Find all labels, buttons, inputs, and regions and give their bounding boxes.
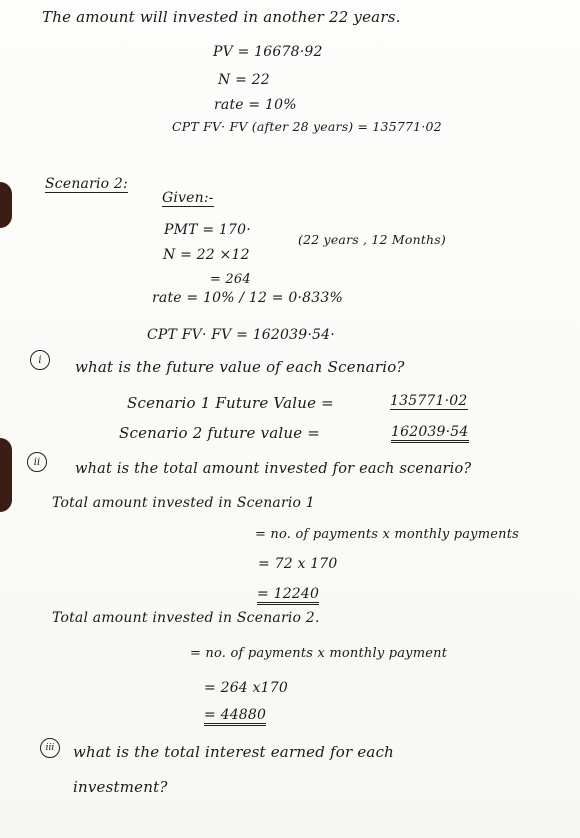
finger-shadow-top (0, 182, 12, 228)
n-line-s2: N = 22 ×12 (163, 247, 250, 263)
total1-formula: = no. of payments x monthly payments (255, 527, 519, 542)
scenario2-fv-label: Scenario 2 future value = (119, 424, 321, 442)
scenario2-heading: Scenario 2: (45, 176, 128, 192)
question-2-marker: ii (27, 452, 47, 472)
pmt-line: PMT = 170· (164, 222, 251, 238)
finger-shadow-bottom (0, 438, 12, 512)
scenario1-fv-label: Scenario 1 Future Value = (127, 394, 334, 412)
total2-calc: = 264 x170 (204, 680, 288, 696)
cpt-line-s1: CPT FV· FV (after 28 years) = 135771·02 (172, 119, 442, 134)
scenario1-fv-value: 135771·02 (390, 393, 468, 409)
total1-calc: = 72 x 170 (258, 556, 338, 572)
rate-line: rate = 10% (214, 97, 297, 113)
total2-heading: Total amount invested in Scenario 2. (52, 610, 320, 626)
intro-line: The amount will invested in another 22 years. (42, 8, 401, 26)
given-label: Given:- (162, 190, 214, 206)
cpt-line-s2: CPT FV· FV = 162039·54· (147, 327, 335, 343)
rate-line-s2: rate = 10% / 12 = 0·833% (152, 290, 343, 306)
pv-line: PV = 16678·92 (213, 44, 323, 60)
n-value: = 264 (210, 272, 251, 287)
question-3-text: what is the total interest earned for each (73, 743, 395, 761)
question-1-text: what is the future value of each Scenario? (75, 358, 405, 376)
total2-formula: = no. of payments x monthly payment (190, 646, 448, 661)
total1-heading: Total amount invested in Scenario 1 (52, 495, 315, 511)
scenario2-fv-value: 162039·54 (391, 424, 469, 443)
total1-result: = 12240 (257, 586, 319, 605)
question-1-marker: i (30, 350, 50, 370)
question-2-text: what is the total amount invested for each scenario? (75, 461, 472, 477)
total2-result: = 44880 (204, 707, 266, 726)
n-note: (22 years , 12 Months) (298, 232, 446, 247)
question-3-text-cont: investment? (73, 778, 168, 796)
n-line: N = 22 (218, 72, 270, 88)
question-3-marker: iii (40, 738, 60, 758)
